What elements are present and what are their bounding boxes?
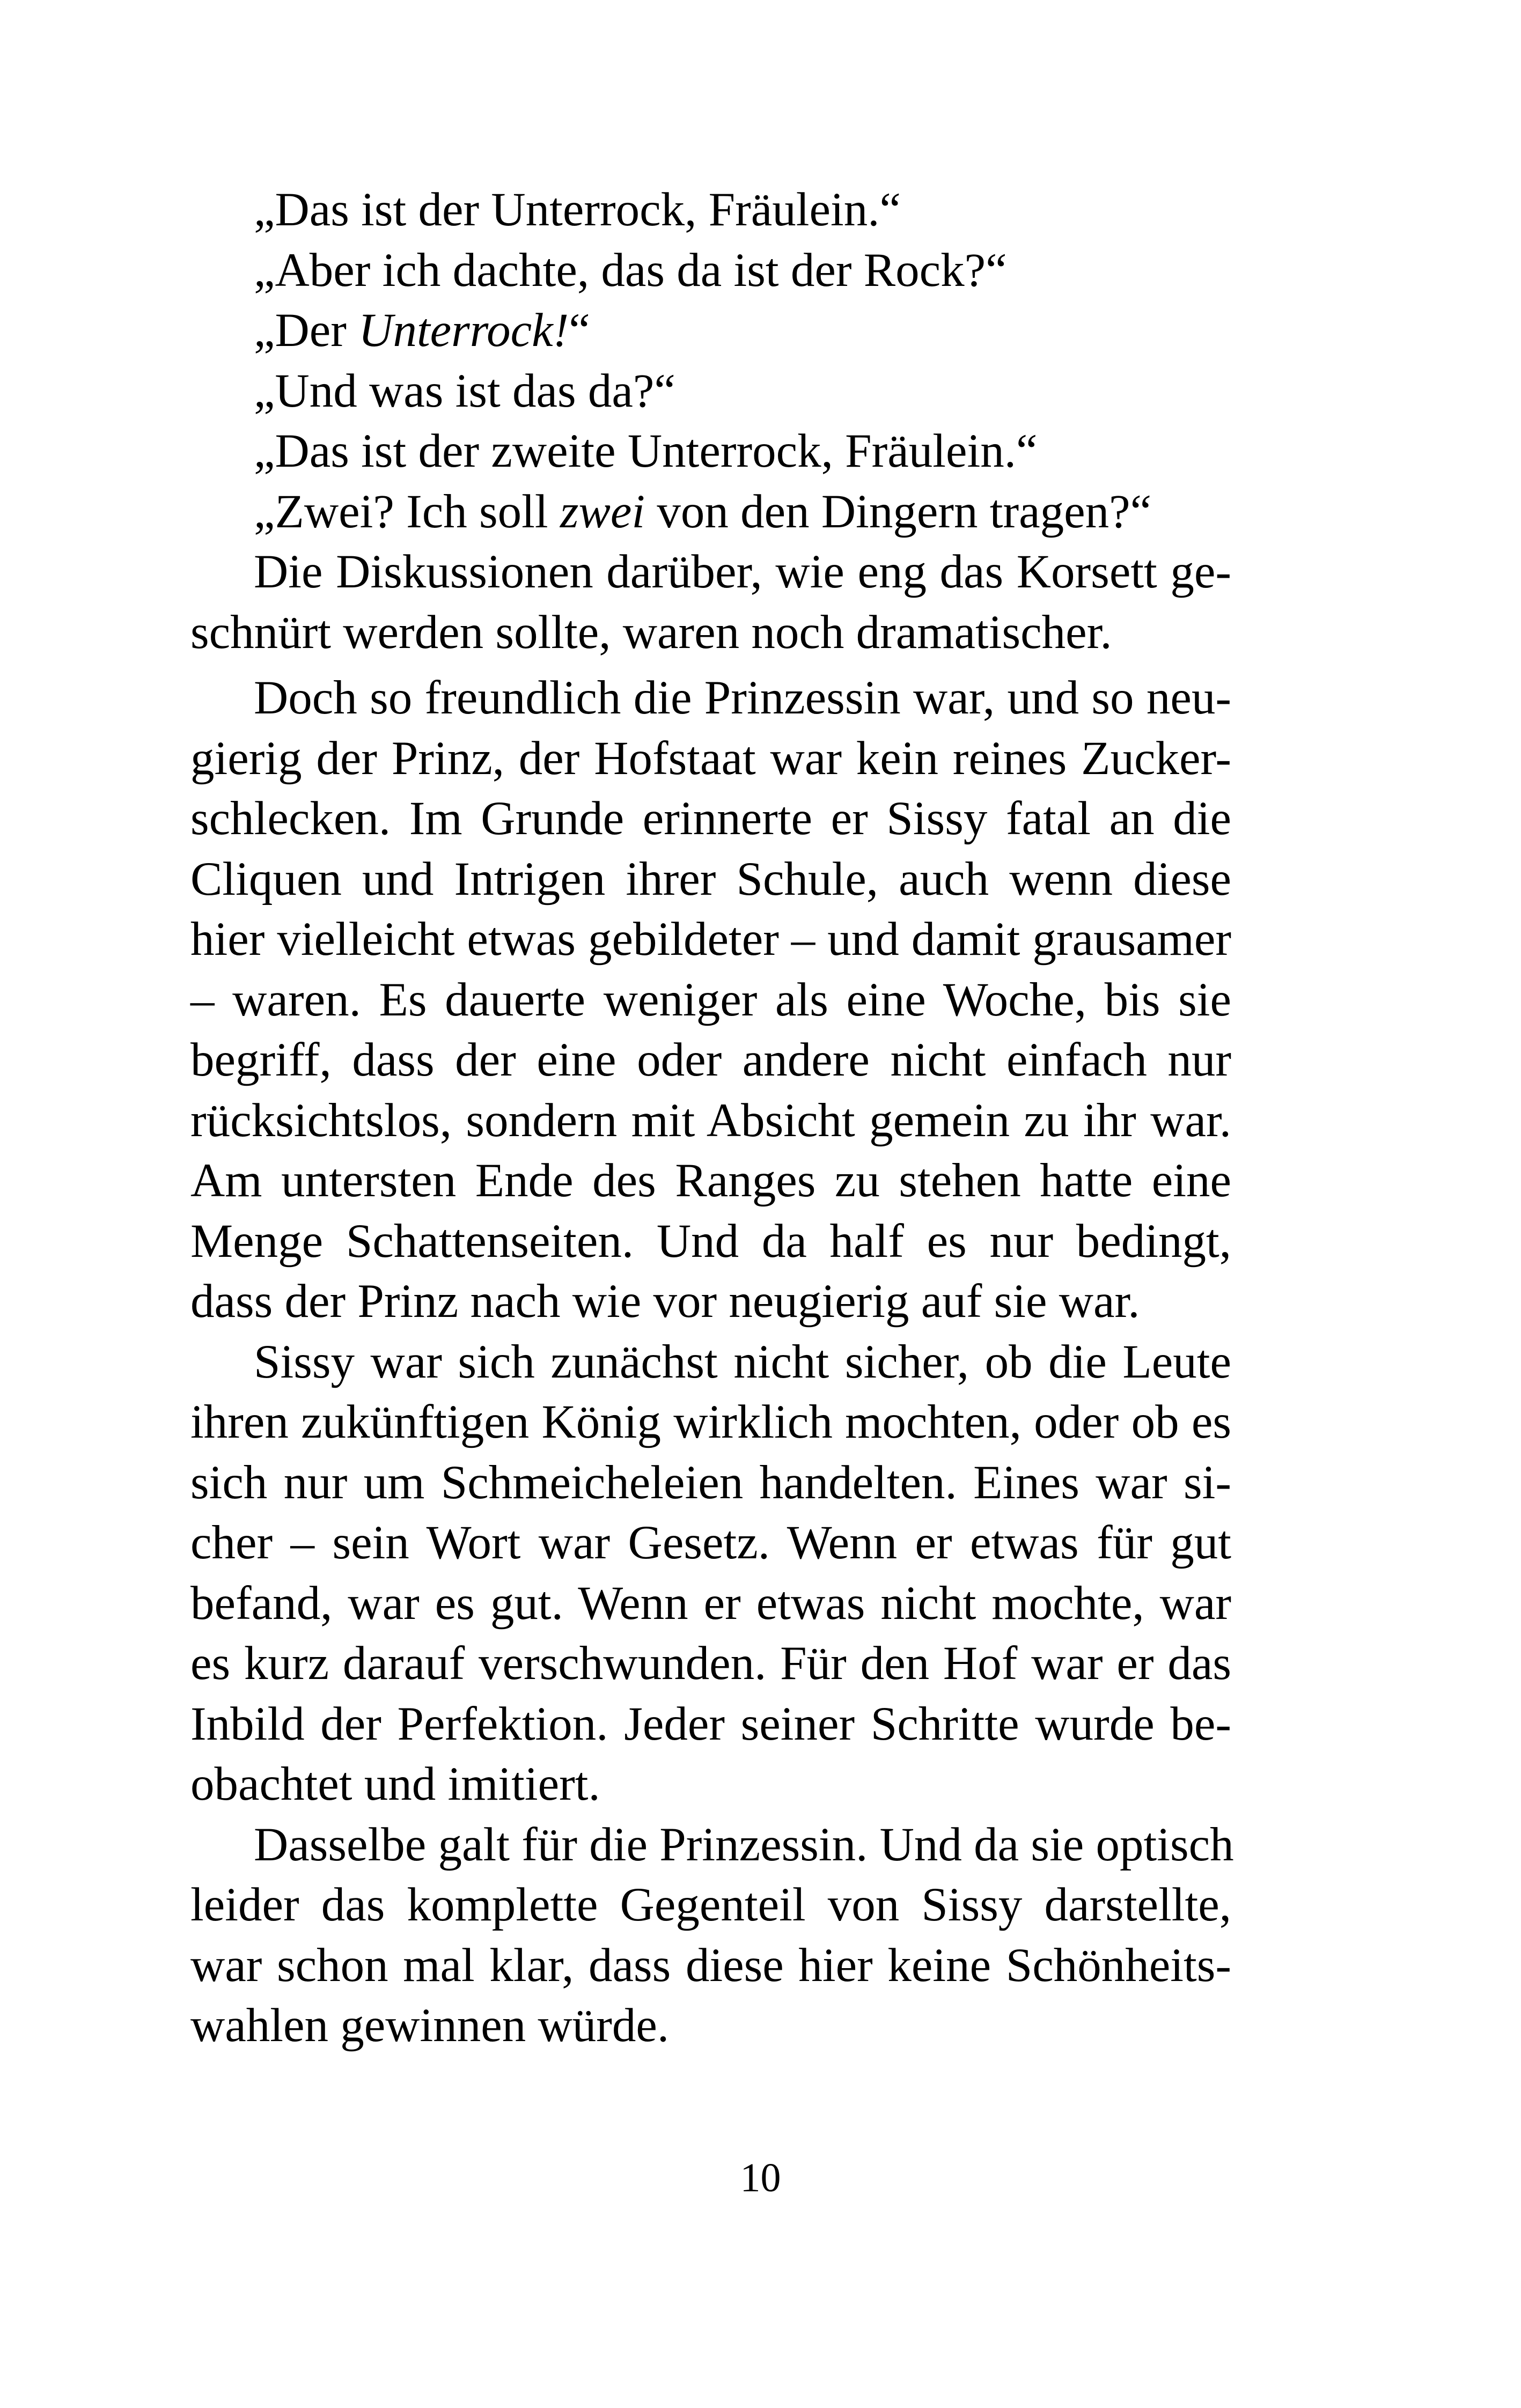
paragraph-line: cher – sein Wort war Gesetz. Wenn er etwas für gut [190, 1516, 1231, 1569]
dialogue-line: „Das ist der Unterrock, Fräulein.“ [254, 183, 901, 236]
paragraph-line: Menge Schattenseiten. Und da half es nur bedingt, [190, 1214, 1231, 1268]
dialogue-text: von den Dingern tragen?“ [645, 485, 1152, 538]
paragraph-line: Die Diskussionen darüber, wie eng das Korsett ge- [254, 546, 1231, 598]
paragraph-line: obachtet und imitiert. [190, 1758, 600, 1810]
dialogue-line [190, 482, 1231, 542]
paragraph-line: Dasselbe galt für die Prinzessin. Und da sie optisch [254, 1818, 1234, 1871]
paragraph-line: leider das komplette Gegenteil von Sissy darstellte, [190, 1879, 1231, 1931]
dialogue-text: „Zwei? Ich soll [254, 485, 560, 538]
paragraph-line: Cliquen und Intrigen ihrer Schule, auch wenn diese [190, 852, 1231, 905]
dialogue-line: „Und was ist das da?“ [254, 364, 675, 417]
paragraph-line: dass der Prinz nach wie vor neugierig auf sie war. [190, 1275, 1140, 1328]
paragraph-line: Am untersten Ende des Ranges zu stehen hatte eine [190, 1154, 1231, 1207]
dialogue-text: “ [569, 304, 590, 357]
body-text [190, 180, 1234, 2056]
paragraph-line: Sissy war sich zunächst nicht sicher, ob die Leute [254, 1335, 1231, 1388]
paragraph-line: schnürt werden sollte, waren noch dramatischer. [190, 606, 1112, 659]
dialogue-line: „Aber ich dachte, das da ist der Rock?“ [254, 244, 1007, 297]
paragraph-line: – waren. Es dauerte weniger als eine Woche, bis sie [190, 973, 1231, 1026]
paragraph-line: wahlen gewinnen würde. [190, 1999, 670, 2052]
paragraph-line: befand, war es gut. Wenn er etwas nicht mochte, war [190, 1577, 1231, 1630]
paragraph-line: Inbild der Perfektion. Jeder seiner Schritte wurde be- [190, 1697, 1231, 1750]
paragraph-line: sich nur um Schmeicheleien handelten. Eines war si- [190, 1456, 1231, 1509]
emphasized-text: zwei [560, 485, 645, 538]
dialogue-text: „Der [254, 304, 359, 357]
page-number: 10 [740, 2155, 781, 2200]
paragraph-line: Doch so freundlich die Prinzessin war, und so neu- [254, 672, 1231, 724]
emphasized-text: Unterrock! [358, 304, 569, 357]
paragraph-line: hier vielleicht etwas gebildeter – und damit grausamer [190, 913, 1231, 966]
paragraph-line: ihren zukünftigen König wirklich mochten, oder ob es [190, 1396, 1231, 1448]
paragraph-line: begriff, dass der eine oder andere nicht einfach nur [190, 1034, 1231, 1086]
paragraph-line: schlecken. Im Grunde erinnerte er Sissy fatal an die [190, 792, 1231, 845]
dialogue-line: „Das ist der zweite Unterrock, Fräulein.“ [254, 425, 1038, 477]
paragraph-line: es kurz darauf verschwunden. Für den Hof war er das [190, 1637, 1231, 1690]
paragraph-line: rücksichtslos, sondern mit Absicht gemein zu ihr war. [190, 1094, 1231, 1147]
paragraph-line: war schon mal klar, dass diese hier keine Schönheits- [190, 1939, 1231, 1992]
dialogue-line [190, 300, 1231, 361]
paragraph-line: gierig der Prinz, der Hofstaat war kein reines Zucker- [190, 732, 1231, 785]
